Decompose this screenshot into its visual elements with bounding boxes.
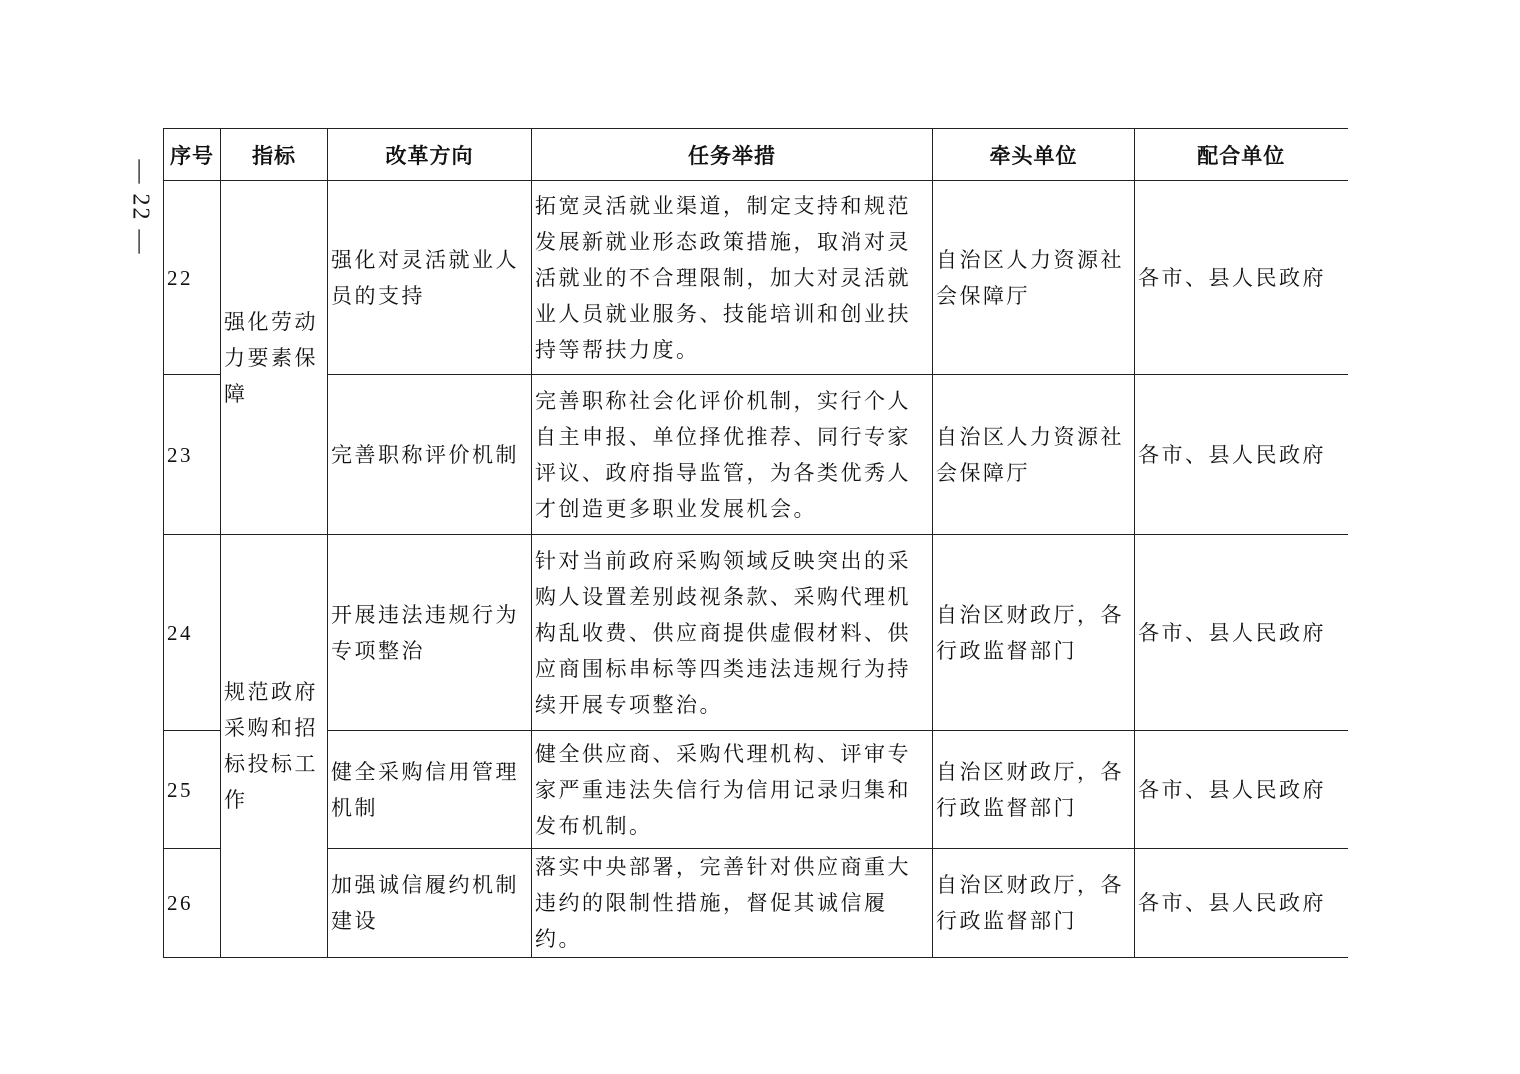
support-unit-cell: 各市、县人民政府	[1135, 535, 1348, 731]
lead-unit-cell: 自治区财政厅，各行政监督部门	[933, 849, 1135, 958]
row-serial: 24	[164, 535, 221, 731]
indicator-cell: 强化劳动力要素保障	[221, 181, 328, 535]
header-indicator: 指标	[221, 129, 328, 181]
table-row	[164, 731, 1348, 849]
support-unit-cell: 各市、县人民政府	[1135, 181, 1348, 375]
task-measures-cell: 拓宽灵活就业渠道，制定支持和规范发展新就业形态政策措施，取消对灵活就业的不合理限制，加大对灵活就业人员就业服务、技能培训和创业扶持等帮扶力度。	[532, 181, 933, 375]
reform-task-table	[163, 128, 1348, 958]
reform-direction-cell: 开展违法违规行为专项整治	[328, 535, 532, 731]
task-measures-cell: 完善职称社会化评价机制，实行个人自主申报、单位择优推荐、同行专家评议、政府指导监管，为各类优秀人才创造更多职业发展机会。	[532, 375, 933, 535]
header-serial: 序号	[164, 129, 221, 181]
header-task-measures: 任务举措	[532, 129, 933, 181]
task-measures-cell: 健全供应商、采购代理机构、评审专家严重违法失信行为信用记录归集和发布机制。	[532, 731, 933, 849]
table-header-row	[164, 129, 1348, 181]
table-row	[164, 535, 1348, 731]
header-support-unit: 配合单位	[1135, 129, 1348, 181]
support-unit-cell: 各市、县人民政府	[1135, 849, 1348, 958]
lead-unit-cell: 自治区财政厅，各行政监督部门	[933, 731, 1135, 849]
support-unit-cell: 各市、县人民政府	[1135, 731, 1348, 849]
indicator-cell: 规范政府采购和招标投标工作	[221, 535, 328, 958]
lead-unit-cell: 自治区财政厅，各行政监督部门	[933, 535, 1135, 731]
row-serial: 25	[164, 731, 221, 849]
support-unit-cell: 各市、县人民政府	[1135, 375, 1348, 535]
task-measures-cell: 针对当前政府采购领域反映突出的采购人设置差别歧视条款、采购代理机构乱收费、供应商提供虚假材料、供应商围标串标等四类违法违规行为持续开展专项整治。	[532, 535, 933, 731]
reform-direction-cell: 完善职称评价机制	[328, 375, 532, 535]
page-number-text: — 22 —	[127, 159, 154, 255]
header-reform-direction: 改革方向	[328, 129, 532, 181]
reform-direction-cell: 加强诚信履约机制建设	[328, 849, 532, 958]
page-number	[128, 152, 152, 262]
task-measures-cell: 落实中央部署，完善针对供应商重大违约的限制性措施，督促其诚信履约。	[532, 849, 933, 958]
lead-unit-cell: 自治区人力资源社会保障厅	[933, 375, 1135, 535]
table-row	[164, 181, 1348, 375]
row-serial: 23	[164, 375, 221, 535]
reform-direction-cell: 健全采购信用管理机制	[328, 731, 532, 849]
header-lead-unit: 牵头单位	[933, 129, 1135, 181]
row-serial: 22	[164, 181, 221, 375]
row-serial: 26	[164, 849, 221, 958]
lead-unit-cell: 自治区人力资源社会保障厅	[933, 181, 1135, 375]
table-row	[164, 375, 1348, 535]
table-row	[164, 849, 1348, 958]
reform-direction-cell: 强化对灵活就业人员的支持	[328, 181, 532, 375]
